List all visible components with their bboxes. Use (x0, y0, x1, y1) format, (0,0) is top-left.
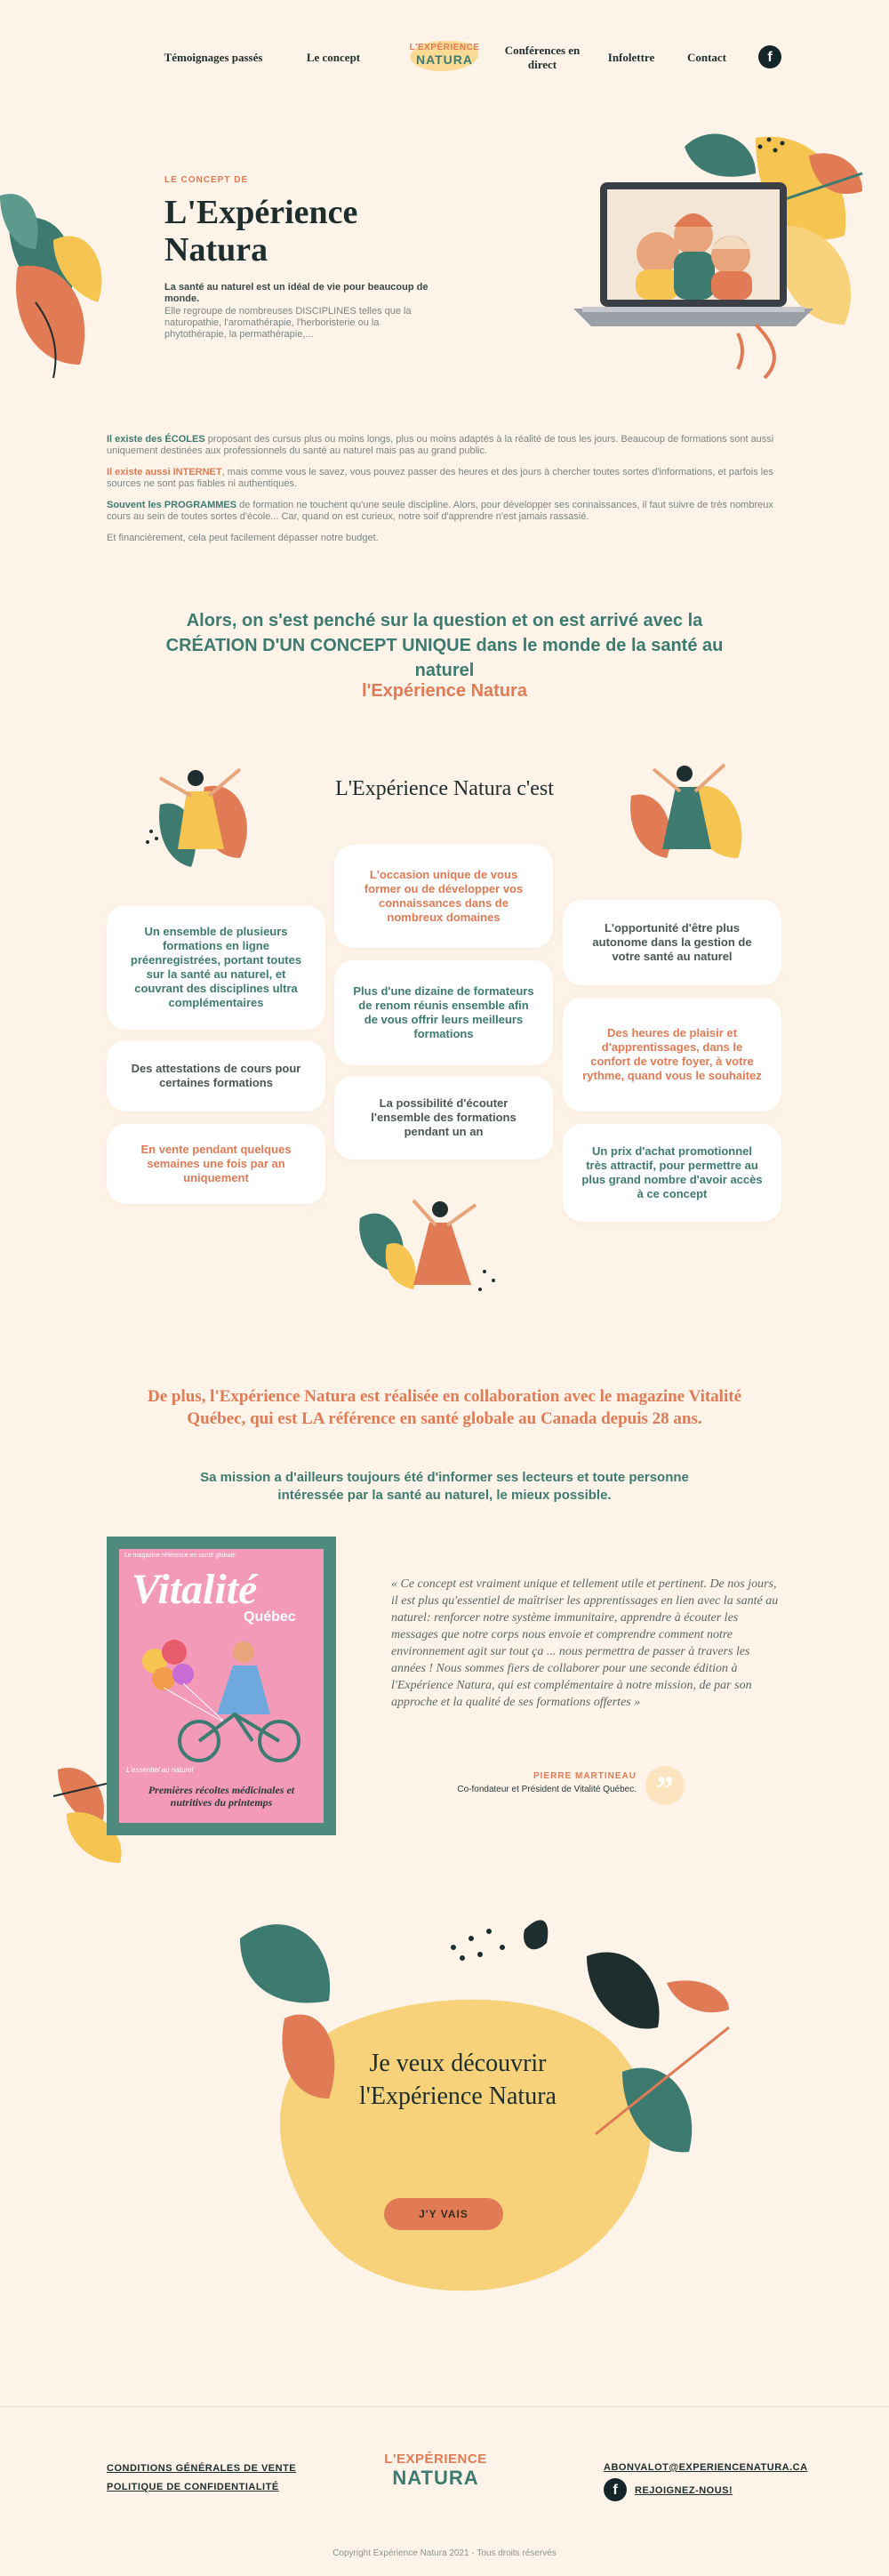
laptop-illustration (489, 120, 871, 387)
paragraph-financier: Et financièrement, cela peut facilement dépasser notre budget. (107, 533, 379, 543)
quote-icon: ” (645, 1766, 685, 1805)
cta-title: Je veux découvrir l'Expérience Natura (359, 2050, 557, 2110)
magazine-tagline: Le magazine référence en santé globale (124, 1553, 236, 1559)
magazine-cover (107, 1537, 336, 1835)
magazine-region: Québec (244, 1609, 296, 1625)
hero-eyebrow: LE CONCEPT DE (164, 175, 249, 185)
footer (0, 2406, 889, 2576)
footer-email-link[interactable]: ABONVALOT@EXPERIENCENATURA.CA (604, 2462, 808, 2473)
nav-temoignages[interactable]: Témoignages passés (164, 51, 263, 64)
top-nav (0, 0, 889, 116)
concept-statement: Alors, on s'est penché sur la question et on est arrivé avec la CRÉATION D'UN CONCEPT UNIQUE dans le monde de la santé au naturel (165, 611, 724, 680)
feature-card: La possibilité d'écouter l'ensemble des formations pendant un an (334, 1076, 553, 1160)
feature-card: L'occasion unique de vous former ou de développer vos connaissances dans de nombreux domaines (334, 845, 553, 948)
cta-button[interactable]: J'Y VAIS (384, 2198, 503, 2230)
nav-infolettre[interactable]: Infolettre (607, 51, 655, 64)
feature-card: Un prix d'achat promotionnel très attractif, pour permettre au plus grand nombre d'avoir accès à ce concept (563, 1124, 781, 1222)
author-role: Co-fondateur et Président de Vitalité Québec. (457, 1785, 637, 1794)
magazine-title: Vitalité (132, 1566, 258, 1613)
hero-sub: Elle regroupe de nombreuses DISCIPLINES telles que la naturopathie, l'aromathérapie, l'herboristerie ou la phytothérapie, la permathérapie,... (164, 306, 412, 340)
footer-privacy-link[interactable]: POLITIQUE DE CONFIDENTIALITÉ (107, 2482, 279, 2492)
facebook-icon[interactable]: f (758, 45, 781, 68)
author-name: PIERRE MARTINEAU (533, 1771, 637, 1781)
collab-title: De plus, l'Expérience Natura est réalisée en collaboration avec le magazine Vitalité Québec, qui est LA référence en santé globale au Canada depuis 28 ans. (147, 1387, 742, 1428)
nav-logo[interactable]: L'EXPÉRIENCE NATURA (400, 43, 489, 67)
feature-card: Des attestations de cours pour certaines formations (107, 1040, 325, 1111)
footer-terms-link[interactable]: CONDITIONS GÉNÉRALES DE VENTE (107, 2463, 297, 2474)
nav-le-concept[interactable]: Le concept (306, 51, 361, 64)
nav-contact[interactable]: Contact (686, 51, 727, 64)
paragraph-ecoles: Il existe des ÉCOLES proposant des cursus plus ou moins longs, plus ou moins adaptés à la réalité de tous les jours. Beaucoup de formations sont aussi uniquement destinées aux professionnels du santé au naturel mais pas au grand public. (107, 434, 774, 456)
footer-join-link[interactable]: REJOIGNEZ-NOUS! (635, 2485, 733, 2496)
concept-brand: l'Expérience Natura (362, 681, 527, 701)
dancing-woman-bottom-illustration (351, 1183, 511, 1307)
testimonial-quote: « Ce concept est vraiment unique et tellement utile et pertinent. De nos jours, il est plus qu'essentiel de maîtriser les apprentissages en lien avec la santé au naturel: renforcer notre système immunitaire, apprendre à écouter les messages que notre corps nous envoie et comprendre comment notre environnement agit sur tout ça ... nous permettra de passer à travers les années ! Nous sommes fiers de collaborer pour une seconde édition à l'Expérience Natura, qui est complémentaire à notre mission, de par son approche et la qualité de ses formations offertes » (391, 1577, 779, 1709)
magazine-headline: Premières récoltes médicinales et nutritives du printemps (148, 1784, 295, 1809)
magazine-strap: L'essentiel au naturel (126, 1766, 194, 1774)
testimonial-author (418, 1771, 637, 1794)
features-title: L'Expérience Natura c'est (335, 777, 554, 800)
footer-logo[interactable]: L'EXPÉRIENCE NATURA (373, 2452, 498, 2490)
dancing-woman-left-illustration (142, 751, 267, 885)
magazine-cover-inner (119, 1549, 324, 1823)
collab-mission: Sa mission a d'ailleurs toujours été d'informer ses lecteurs et toute personne intéressée par la santé au naturel, le mieux possible. (200, 1470, 689, 1503)
feature-card: Des heures de plaisir et d'apprentissages, dans le confort de votre foyer, à votre rythme, quand vous le souhaitez (563, 998, 781, 1111)
copyright: Copyright Expérience Natura 2021 - Tous droits réservés (332, 2548, 557, 2558)
feature-card: En vente pendant quelques semaines une fois par an uniquement (107, 1124, 325, 1204)
nav-conferences[interactable]: Conférences en direct (504, 44, 581, 71)
intro-paragraphs (107, 434, 782, 554)
hero-left-leaves-illustration (0, 169, 116, 382)
hero-title: L'Expérience Natura (164, 194, 358, 269)
paragraph-programmes: Souvent les PROGRAMMES de formation ne touchent qu'une seule discipline. Alors, pour développer ses connaissances, il faut suivre de très nombreux cours au sein de toutes sortes d'école... Car, quand on est curieux, notre soif d'apprendre n'est jamais rassasié. (107, 500, 773, 522)
feature-card: Plus d'une dizaine de formateurs de renom réunis ensemble afin de vous offrir leurs meilleurs formations (334, 960, 553, 1065)
footer-facebook-icon[interactable]: f (604, 2478, 627, 2501)
paragraph-internet: Il existe aussi INTERNET, mais comme vous le savez, vous pouvez passer des heures et des jours à chercher toutes sortes d'informations, et parfois les sources ne sont pas fiables ni authentiques. (107, 467, 773, 489)
cta-illustration (204, 1903, 738, 2330)
feature-card: L'opportunité d'être plus autonome dans la gestion de votre santé au naturel (563, 900, 781, 985)
magazine-cover-illustration (128, 1625, 315, 1768)
feature-card: Un ensemble de plusieurs formations en ligne préenregistrées, portant toutes sur la santé au naturel, et couvrant des disciplines ultra complémentaires (107, 905, 325, 1030)
hero-lead: La santé au naturel est un idéal de vie pour beaucoup de monde. (164, 282, 428, 304)
dancing-woman-right-illustration (613, 751, 756, 885)
